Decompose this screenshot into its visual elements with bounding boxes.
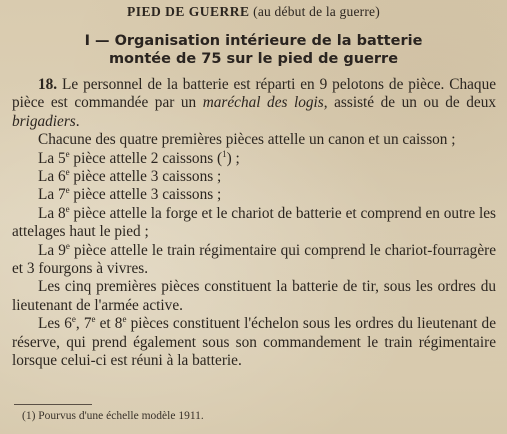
- p4-a: La 6: [38, 168, 66, 186]
- p9-c: et 8: [95, 315, 123, 333]
- p9-a: Les 6: [38, 315, 72, 333]
- p5-a: La 7: [38, 186, 66, 204]
- p3-a: La 5: [38, 149, 66, 167]
- footnote: (1) Pourvus d'une échelle modèle 1911.: [22, 410, 204, 422]
- header-subtitle: (au début de la guerre): [253, 4, 380, 19]
- paragraph-6: [12, 205, 496, 242]
- p3-b: pièce attelle 2 caissons (: [69, 149, 223, 167]
- paragraph-2: Chacune des quatre premières pièces attelle un canon et un caisson ;: [38, 131, 456, 149]
- p7-a: La 9: [38, 241, 66, 259]
- section-title-line-1: I — Organisation intérieure de la batterie: [84, 33, 423, 49]
- p9-b: , 7: [75, 315, 92, 333]
- p9-sup-1: e: [71, 314, 76, 325]
- p4-b: pièce attelle 3 caissons ;: [69, 168, 222, 186]
- p9-d: pièces constituent l'échelon sous les ordres du lieutenant de réserve, qui prend également sous son commandement le train régimentaire lorsque celui-ci est réuni à la batterie.: [12, 315, 496, 370]
- p7-b: pièce attelle le train régimentaire qui comprend le chariot-fourragère et 3 fourgons à vivres.: [12, 241, 496, 278]
- paragraph-5: [12, 186, 496, 204]
- paragraph-7: [12, 242, 496, 279]
- p5-sup: e: [65, 185, 70, 196]
- paragraph-1-text-a: Le personnel de la batterie est réparti en 9 pelotons de pièce. Chaque pièce est commandée par un: [12, 76, 497, 112]
- body-text: [12, 76, 496, 371]
- section-title-line-2: montée de 75 sur le pied de guerre: [108, 51, 399, 67]
- header-bold: PIED DE GUERRE: [127, 4, 250, 19]
- p6-sup: e: [65, 203, 70, 214]
- p3-sup: e: [65, 148, 70, 159]
- footnote-rule: [14, 404, 92, 405]
- running-header: [0, 4, 507, 20]
- footnote-ref: 1: [222, 148, 227, 159]
- emphasis-brigadiers: brigadiers: [12, 112, 76, 130]
- paragraph-4: [12, 168, 496, 186]
- paragraph-1-text-b: , assisté de un ou de deux: [323, 94, 496, 112]
- p9-sup-2: e: [91, 314, 96, 325]
- section-title: [0, 32, 507, 68]
- paragraph-1: [12, 76, 496, 131]
- paragraph-3: [12, 150, 496, 168]
- p9-sup-3: e: [122, 314, 127, 325]
- p7-sup: e: [65, 240, 70, 251]
- paragraph-1-text-c: .: [75, 112, 80, 130]
- p5-b: pièce attelle 3 caissons ;: [69, 186, 222, 204]
- p4-sup: e: [65, 166, 70, 177]
- paragraph-9: [12, 315, 496, 370]
- p3-c: ) ;: [226, 149, 240, 167]
- emphasis-marechal: maréchal des logis: [202, 94, 324, 112]
- p6-a: La 8: [38, 204, 66, 222]
- p6-b: pièce attelle la forge et le chariot de batterie et comprend en outre les attelages haut le pied ;: [12, 204, 496, 241]
- paragraph-8: Les cinq premières pièces constituent la batterie de tir, sous les ordres du lieutenant de l'armée active.: [12, 278, 496, 314]
- paragraph-number: 18.: [38, 76, 58, 93]
